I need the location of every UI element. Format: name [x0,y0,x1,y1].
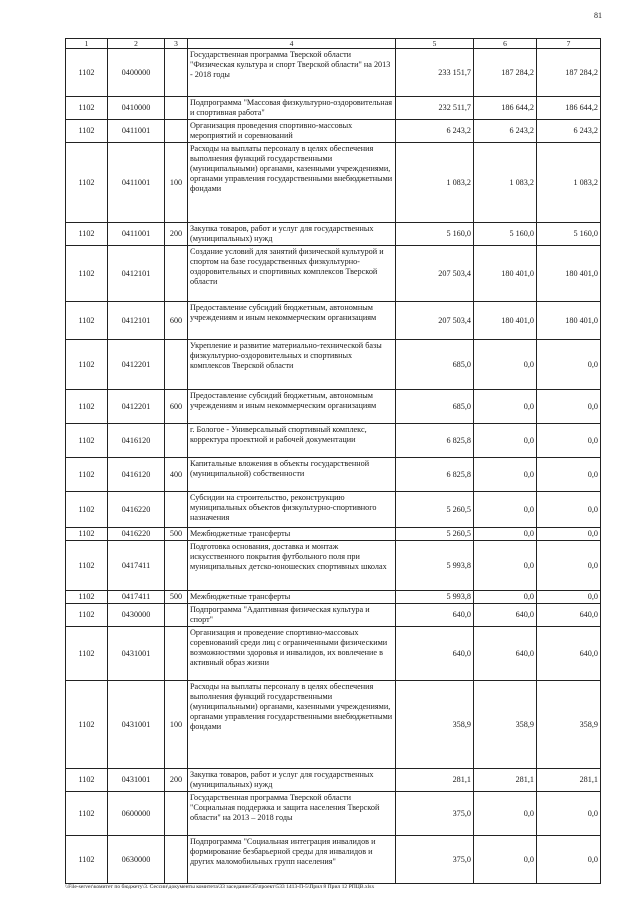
target-article-cell: 0412201 [108,390,165,424]
section-code-cell: 1102 [66,223,108,246]
amount-col7-cell: 186 644,2 [537,97,601,120]
footer-file-path: \\File-server\комитет по бюджету\3. Сессии\документы комитета\33 заседание\35\проект\533 1413-П-5\Прил 8 Прил 12 РПЦВ.xlsx [65,884,375,890]
amount-col6-cell: 0,0 [474,424,537,458]
table-row [66,143,601,223]
table-row [66,627,601,681]
item-name-cell: Государственная программа Тверской области "Физическая культура и спорт Тверской области" на 2013 - 2018 годы [188,49,396,97]
header-col-4: 4 [188,39,396,49]
table-row [66,424,601,458]
amount-col7-cell: 0,0 [537,424,601,458]
amount-col7-cell: 0,0 [537,492,601,528]
amount-col6-cell: 358,9 [474,681,537,769]
table-header-row [66,39,601,49]
table-row [66,340,601,390]
amount-col7-cell: 0,0 [537,458,601,492]
amount-col5-cell: 358,9 [396,681,474,769]
target-article-cell: 0411001 [108,223,165,246]
item-name-cell: Укрепление и развитие материально-технической базы физкультурно-оздоровительных и спортивных комплексов Тверской области [188,340,396,390]
section-code-cell: 1102 [66,458,108,492]
amount-col5-cell: 5 160,0 [396,223,474,246]
expense-type-cell [165,49,188,97]
table-row [66,246,601,302]
item-name-cell: Организация проведения спортивно-массовых мероприятий и соревнований [188,120,396,143]
amount-col7-cell: 281,1 [537,769,601,792]
expense-type-cell [165,492,188,528]
table-row [66,769,601,792]
table-row [66,97,601,120]
item-name-cell: Межбюджетные трансферты [188,591,396,604]
expense-type-cell [165,246,188,302]
item-name-cell: Предоставление субсидий бюджетным, автономным учреждениям и иным некоммерческим организациям [188,390,396,424]
target-article-cell: 0411001 [108,143,165,223]
item-name-cell: Межбюджетные трансферты [188,528,396,541]
table-row [66,223,601,246]
section-code-cell: 1102 [66,541,108,591]
item-name-cell: Закупка товаров, работ и услуг для государственных (муниципальных) нужд [188,223,396,246]
header-col-6: 6 [474,39,537,49]
item-name-cell: Субсидии на строительство, реконструкцию муниципальных объектов физкультурно-спортивного назначения [188,492,396,528]
item-name-cell: Организация и проведение спортивно-массовых соревнований среди лиц с ограниченными физическими возможностями здоровья и инвалидов, их вовлечение в активный образ жизни [188,627,396,681]
amount-col7-cell: 180 401,0 [537,302,601,340]
amount-col5-cell: 281,1 [396,769,474,792]
section-code-cell: 1102 [66,591,108,604]
section-code-cell: 1102 [66,120,108,143]
amount-col6-cell: 6 243,2 [474,120,537,143]
item-name-cell: г. Бологое - Универсальный спортивный комплекс, корректура проектной и рабочей документации [188,424,396,458]
amount-col7-cell: 358,9 [537,681,601,769]
header-col-1: 1 [66,39,108,49]
expense-type-cell [165,424,188,458]
amount-col6-cell: 640,0 [474,627,537,681]
amount-col7-cell: 640,0 [537,604,601,627]
section-code-cell: 1102 [66,390,108,424]
amount-col7-cell: 0,0 [537,340,601,390]
amount-col6-cell: 180 401,0 [474,302,537,340]
item-name-cell: Подпрограмма "Массовая физкультурно-оздоровительная и спортивная работа" [188,97,396,120]
target-article-cell: 0400000 [108,49,165,97]
item-name-cell: Государственная программа Тверской области "Социальная поддержка и защита населения Тверской области" на 2013 – 2018 годы [188,792,396,836]
amount-col5-cell: 5 993,8 [396,541,474,591]
target-article-cell: 0411001 [108,120,165,143]
amount-col6-cell: 1 083,2 [474,143,537,223]
expense-type-cell: 100 [165,143,188,223]
amount-col6-cell: 0,0 [474,836,537,884]
section-code-cell: 1102 [66,792,108,836]
amount-col5-cell: 685,0 [396,390,474,424]
amount-col6-cell: 187 284,2 [474,49,537,97]
amount-col6-cell: 180 401,0 [474,246,537,302]
amount-col5-cell: 375,0 [396,836,474,884]
table-row [66,49,601,97]
item-name-cell: Закупка товаров, работ и услуг для государственных (муниципальных) нужд [188,769,396,792]
amount-col5-cell: 5 993,8 [396,591,474,604]
item-name-cell: Подпрограмма "Адаптивная физическая культура и спорт" [188,604,396,627]
amount-col5-cell: 6 825,8 [396,424,474,458]
table-row [66,120,601,143]
amount-col5-cell: 207 503,4 [396,302,474,340]
item-name-cell: Предоставление субсидий бюджетным, автономным учреждениям и иным некоммерческим организациям [188,302,396,340]
table-row [66,458,601,492]
section-code-cell: 1102 [66,97,108,120]
amount-col6-cell: 0,0 [474,340,537,390]
header-col-2: 2 [108,39,165,49]
expense-type-cell: 500 [165,528,188,541]
section-code-cell: 1102 [66,424,108,458]
item-name-cell: Капитальные вложения в объекты государственной (муниципальной) собственности [188,458,396,492]
expense-type-cell: 500 [165,591,188,604]
table-row [66,390,601,424]
section-code-cell: 1102 [66,492,108,528]
amount-col6-cell: 0,0 [474,390,537,424]
amount-col5-cell: 1 083,2 [396,143,474,223]
table-row [66,591,601,604]
target-article-cell: 0430000 [108,604,165,627]
table-row [66,836,601,884]
amount-col6-cell: 640,0 [474,604,537,627]
amount-col6-cell: 0,0 [474,591,537,604]
amount-col5-cell: 5 260,5 [396,492,474,528]
target-article-cell: 0416220 [108,492,165,528]
amount-col6-cell: 0,0 [474,528,537,541]
amount-col7-cell: 5 160,0 [537,223,601,246]
expense-type-cell [165,792,188,836]
amount-col7-cell: 1 083,2 [537,143,601,223]
amount-col7-cell: 0,0 [537,836,601,884]
expense-type-cell [165,836,188,884]
item-name-cell: Расходы на выплаты персоналу в целях обеспечения выполнения функций государственными (муниципальными) органами, казенными учреждениями, органами управления государственными внебюджетными фондами [188,681,396,769]
amount-col7-cell: 180 401,0 [537,246,601,302]
section-code-cell: 1102 [66,681,108,769]
page-number: 81 [594,11,602,20]
target-article-cell: 0410000 [108,97,165,120]
expense-type-cell [165,340,188,390]
amount-col5-cell: 640,0 [396,604,474,627]
amount-col5-cell: 5 260,5 [396,528,474,541]
amount-col6-cell: 186 644,2 [474,97,537,120]
item-name-cell: Подпрограмма "Социальная интеграция инвалидов и формирование безбарьерной среды для инвалидов и других маломобильных групп населения" [188,836,396,884]
amount-col5-cell: 375,0 [396,792,474,836]
amount-col7-cell: 6 243,2 [537,120,601,143]
table-row [66,302,601,340]
target-article-cell: 0431001 [108,627,165,681]
amount-col7-cell: 0,0 [537,390,601,424]
header-col-7: 7 [537,39,601,49]
amount-col5-cell: 232 511,7 [396,97,474,120]
amount-col6-cell: 0,0 [474,792,537,836]
section-code-cell: 1102 [66,604,108,627]
expense-type-cell: 600 [165,390,188,424]
header-col-5: 5 [396,39,474,49]
item-name-cell: Подготовка основания, доставка и монтаж искусственного покрытия футбольного поля при муниципальных детско-юношеских спортивных школах [188,541,396,591]
amount-col6-cell: 281,1 [474,769,537,792]
expense-type-cell: 400 [165,458,188,492]
amount-col7-cell: 640,0 [537,627,601,681]
amount-col5-cell: 6 243,2 [396,120,474,143]
table-row [66,604,601,627]
target-article-cell: 0416120 [108,458,165,492]
section-code-cell: 1102 [66,302,108,340]
amount-col5-cell: 207 503,4 [396,246,474,302]
amount-col5-cell: 640,0 [396,627,474,681]
amount-col7-cell: 187 284,2 [537,49,601,97]
amount-col7-cell: 0,0 [537,792,601,836]
table-row [66,792,601,836]
expense-type-cell: 200 [165,769,188,792]
expense-type-cell [165,120,188,143]
header-col-3: 3 [165,39,188,49]
amount-col5-cell: 685,0 [396,340,474,390]
target-article-cell: 0412201 [108,340,165,390]
amount-col6-cell: 0,0 [474,492,537,528]
target-article-cell: 0416220 [108,528,165,541]
amount-col6-cell: 0,0 [474,541,537,591]
section-code-cell: 1102 [66,143,108,223]
amount-col5-cell: 233 151,7 [396,49,474,97]
section-code-cell: 1102 [66,627,108,681]
section-code-cell: 1102 [66,49,108,97]
section-code-cell: 1102 [66,246,108,302]
target-article-cell: 0630000 [108,836,165,884]
target-article-cell: 0412101 [108,246,165,302]
target-article-cell: 0417411 [108,541,165,591]
amount-col7-cell: 0,0 [537,591,601,604]
table-row [66,541,601,591]
target-article-cell: 0431001 [108,769,165,792]
amount-col6-cell: 5 160,0 [474,223,537,246]
expense-type-cell [165,604,188,627]
expense-type-cell [165,97,188,120]
target-article-cell: 0417411 [108,591,165,604]
item-name-cell: Расходы на выплаты персоналу в целях обеспечения выполнения функций государственными (муниципальными) органами, казенными учреждениями, органами управления государственными внебюджетными фондами [188,143,396,223]
table-row [66,492,601,528]
amount-col7-cell: 0,0 [537,528,601,541]
amount-col6-cell: 0,0 [474,458,537,492]
table-row [66,681,601,769]
section-code-cell: 1102 [66,528,108,541]
target-article-cell: 0431001 [108,681,165,769]
section-code-cell: 1102 [66,836,108,884]
expense-type-cell [165,627,188,681]
amount-col7-cell: 0,0 [537,541,601,591]
item-name-cell: Создание условий для занятий физической культурой и спортом на базе государственных физкультурно-оздоровительных и спортивных комплексов Тверской области [188,246,396,302]
expense-type-cell: 600 [165,302,188,340]
amount-col5-cell: 6 825,8 [396,458,474,492]
budget-table [65,38,601,884]
target-article-cell: 0416120 [108,424,165,458]
expense-type-cell [165,541,188,591]
target-article-cell: 0600000 [108,792,165,836]
table-row [66,528,601,541]
expense-type-cell: 100 [165,681,188,769]
section-code-cell: 1102 [66,769,108,792]
section-code-cell: 1102 [66,340,108,390]
target-article-cell: 0412101 [108,302,165,340]
expense-type-cell: 200 [165,223,188,246]
